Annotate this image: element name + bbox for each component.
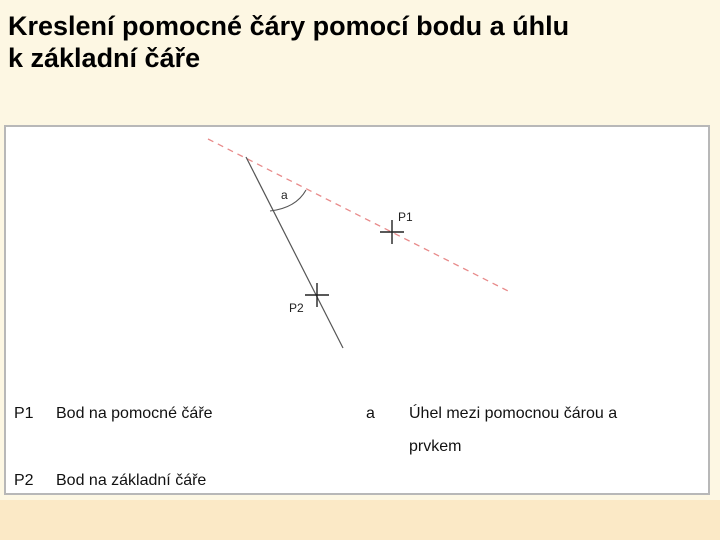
legend-a-key: a (366, 405, 375, 422)
p2-label: P2 (289, 301, 304, 315)
title-line-2: k základní čáře (8, 43, 201, 73)
angle-arc (270, 190, 306, 211)
legend-a-text-line-1: Úhel mezi pomocnou čárou a (409, 405, 618, 422)
legend-p1-text: Bod na pomocné čáře (56, 405, 213, 422)
base-line (246, 157, 343, 348)
auxiliary-line (208, 139, 512, 293)
p2-cross-icon (305, 283, 329, 307)
legend-p2-key: P2 (14, 472, 34, 489)
angle-label: a (281, 188, 288, 202)
legend-a-text-line-2: prvkem (409, 438, 462, 455)
p1-label: P1 (398, 210, 413, 224)
legend-p2-text: Bod na základní čáře (56, 472, 207, 489)
legend-p1-key: P1 (14, 405, 34, 422)
title-line-1: Kreslení pomocné čáry pomocí bodu a úhlu (8, 11, 570, 41)
